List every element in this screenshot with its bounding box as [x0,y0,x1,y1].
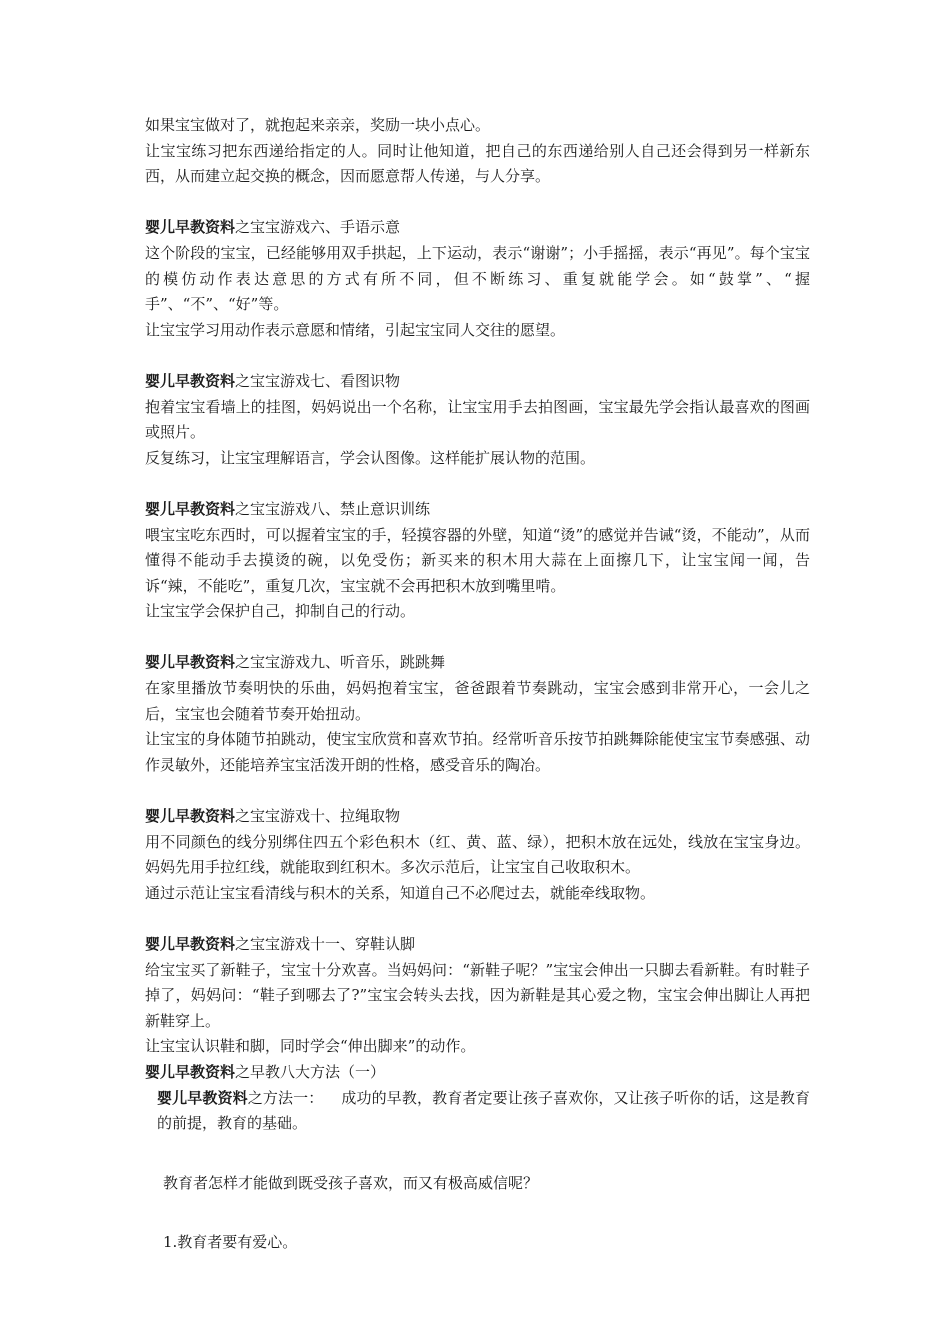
title-bold: 婴儿早教资料 [145,499,236,518]
title-rest: 之早教八大方法（一） [235,1062,386,1081]
paragraph: 通过示范让宝宝看清线与积木的关系，知道自己不必爬过去，就能牵线取物。 [145,883,656,902]
title-rest: 之宝宝游戏十、拉绳取物 [235,807,401,826]
title-rest: 之宝宝游戏十一、穿鞋认脚 [235,935,416,953]
spacer [145,1196,810,1230]
section-title-game9 [145,650,810,676]
spacer [145,906,810,932]
method-1-text: 成功的早教，教育者定要让孩子喜欢你，又让孩子听你的话，这是教育的前提，教育的基础。 [157,1088,810,1133]
spacer [145,190,810,216]
intro-line-2: 让宝宝练习把东西递给指定的人。同时让他知道，把自己的东西递给别人自己还会得到另一样新东西，从而建立起交换的概念，因而愿意帮人传递，与人分享。 [145,141,810,186]
intro-line-1: 如果宝宝做对了，就抱起来亲亲，奖励一块小点心。 [145,116,491,134]
paragraph: 喂宝宝吃东西时，可以握着宝宝的手，轻摸容器的外壁，知道“烫”的感觉并告诫“烫，不能动”，从而懂得不能动手去摸烫的碗，以免受伤；新买来的积木用大蒜在上面擦几下，让宝宝闻一闻，告诉“辣，不能吃”，重复几次，宝宝就不会再把积木放到嘴里啃。 [145,525,810,595]
title-rest: 之宝宝游戏六、手语示意 [235,218,401,237]
method-1-label: 之方法一： [247,1088,324,1107]
paragraph: 抱着宝宝看墙上的挂图，妈妈说出一个名称，让宝宝用手去拍图画，宝宝最先学会指认最喜欢的图画或照片。 [145,397,810,442]
paragraph: 让宝宝学习用动作表示意愿和情绪，引起宝宝同人交往的愿望。 [145,320,566,339]
section-title-game7 [145,369,810,395]
document-body [145,113,810,1256]
section-title-game6 [145,215,810,241]
method-1-bold: 婴儿早教资料 [157,1088,248,1107]
title-bold: 婴儿早教资料 [145,218,236,237]
title-rest: 之宝宝游戏七、看图识物 [235,371,401,390]
paragraph: 让宝宝认识鞋和脚，同时学会“伸出脚来”的动作。 [145,1037,476,1056]
title-rest: 之宝宝游戏八、禁止意识训练 [235,499,431,518]
point-1-line: 1.教育者要有爱心。 [163,1233,298,1252]
spacer [145,343,810,369]
title-bold: 婴儿早教资料 [145,371,236,390]
paragraph: 在家里播放节奏明快的乐曲，妈妈抱着宝宝，爸爸跟着节奏跳动，宝宝会感到非常开心，一会儿之后，宝宝也会随着节奏开始扭动。 [145,679,810,723]
title-bold: 婴儿早教资料 [145,653,236,672]
section-title-game8 [145,497,810,523]
paragraph: 这个阶段的宝宝，已经能够用双手拱起，上下运动，表示“谢谢”；小手摇摇，表示“再见”。每个宝宝的模仿动作表达意思的方式有所不同，但不断练习、重复就能学会。如“鼓掌”、“握手”、“不”、“好”等。 [145,243,810,314]
question-line: 教育者怎样才能做到既受孩子喜欢，而又有极高威信呢？ [163,1173,539,1192]
paragraph: 让宝宝学会保护自己，抑制自己的行动。 [145,602,416,621]
spacer [145,778,810,804]
section-title-methods [145,1060,810,1086]
paragraph: 反复练习，让宝宝理解语言，学会认图像。这样能扩展认物的范围。 [145,448,596,467]
title-bold: 婴儿早教资料 [145,1062,236,1081]
spacer [145,625,810,651]
paragraph: 让宝宝的身体随节拍跳动，使宝宝欣赏和喜欢节拍。经常听音乐按节拍跳舞除能使宝宝节奏感强、动作灵敏外，还能培养宝宝活泼开朗的性格，感受音乐的陶冶。 [145,730,810,774]
spacer [145,471,810,497]
paragraph: 用不同颜色的线分别绑住四五个彩色积木（红、黄、蓝、绿），把积木放在远处，线放在宝宝身边。妈妈先用手拉红线，就能取到红积木。多次示范后，让宝宝自己收取积木。 [145,832,810,877]
title-rest: 之宝宝游戏九、听音乐，跳跳舞 [235,653,446,672]
spacer [145,1137,810,1171]
section-title-game10 [145,804,810,830]
title-bold: 婴儿早教资料 [145,807,236,826]
title-bold: 婴儿早教资料 [145,935,236,953]
method-1-paragraph [145,1086,810,1137]
section-title-game11 [145,932,810,958]
paragraph: 给宝宝买了新鞋子，宝宝十分欢喜。当妈妈问：“新鞋子呢？”宝宝会伸出一只脚去看新鞋。有时鞋子掉了，妈妈问：“鞋子到哪去了?”宝宝会转头去找，因为新鞋是其心爱之物，宝宝会伸出脚让人再把新鞋穿上。 [145,960,810,1030]
